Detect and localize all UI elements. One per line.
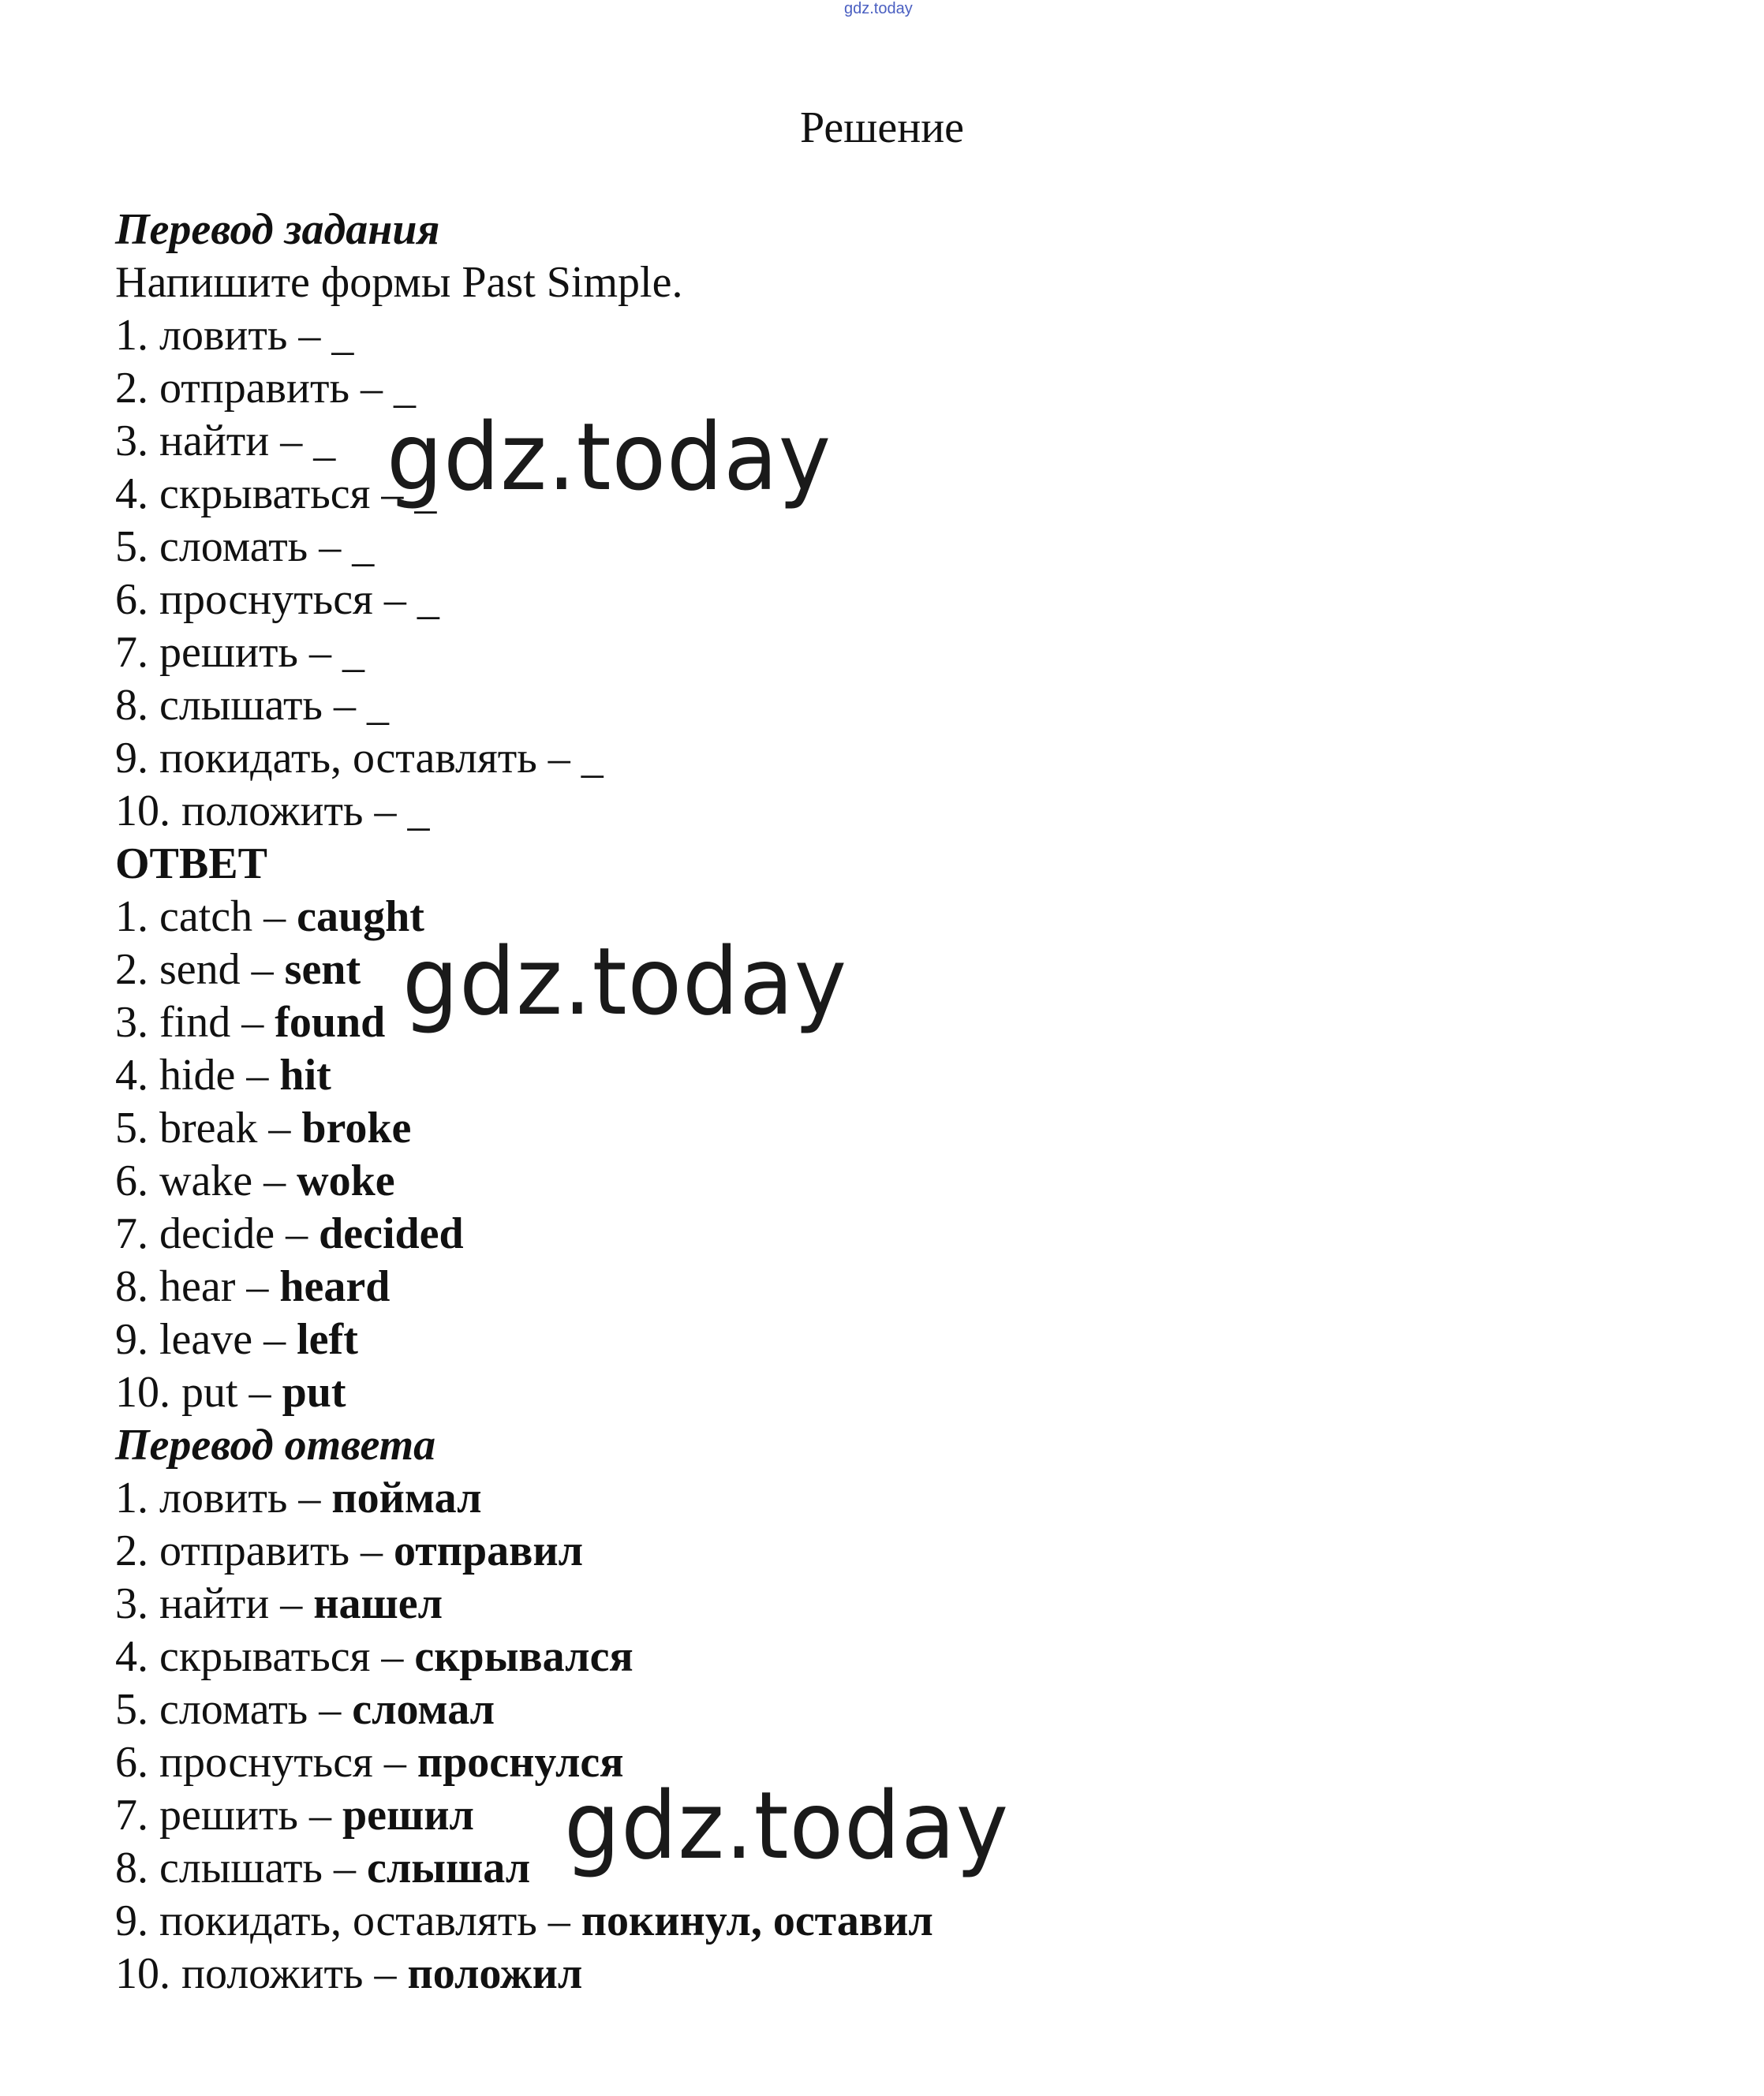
item-prompt: 8. hear – [115, 1262, 280, 1311]
item-prompt: 10. put – [115, 1368, 282, 1417]
list-item [115, 1102, 933, 1155]
item-answer: положил [407, 1949, 583, 1998]
item-prompt: 3. найти – [115, 1579, 314, 1628]
watermark: gdz.today [402, 927, 848, 1036]
list-item [115, 1948, 933, 2001]
item-prompt: 4. hide – [115, 1051, 280, 1100]
item-answer: поймал [331, 1474, 482, 1522]
list-item: 10. положить – _ [115, 786, 430, 835]
task-items-list [115, 309, 933, 838]
list-item [115, 1578, 933, 1631]
item-prompt: 5. break – [115, 1104, 302, 1153]
page-title: Решение [799, 103, 965, 152]
list-item: 1. ловить – _ [115, 311, 354, 360]
task-instruction: Напишите формы Past Simple. [115, 258, 683, 307]
item-prompt: 1. catch – [115, 892, 297, 941]
list-item: 4. скрываться – _ [115, 469, 437, 518]
item-answer: отправил [393, 1526, 584, 1575]
list-item [115, 1631, 933, 1683]
item-prompt: 7. решить – [115, 1791, 342, 1840]
item-answer: hit [279, 1051, 331, 1100]
list-item [115, 1683, 933, 1736]
list-item: 7. решить – _ [115, 628, 364, 677]
item-answer: left [297, 1315, 358, 1364]
item-prompt: 3. find – [115, 998, 275, 1047]
list-item [115, 1049, 933, 1102]
item-prompt: 6. wake – [115, 1156, 297, 1205]
item-answer: слышал [366, 1844, 531, 1892]
list-item [115, 1895, 933, 1948]
list-item: 9. покидать, оставлять – _ [115, 734, 604, 783]
item-answer: found [275, 998, 386, 1047]
list-item: 8. слышать – _ [115, 681, 389, 730]
list-item [115, 1155, 933, 1208]
item-prompt: 2. send – [115, 945, 285, 994]
list-item [115, 1472, 933, 1525]
item-answer: broke [301, 1104, 412, 1153]
item-answer: heard [279, 1262, 391, 1311]
item-answer: put [282, 1368, 346, 1417]
item-answer: решил [342, 1791, 474, 1840]
item-prompt: 8. слышать – [115, 1844, 367, 1892]
item-answer: сломал [352, 1685, 495, 1734]
answer-translation-heading: Перевод ответа [115, 1421, 436, 1470]
item-prompt: 1. ловить – [115, 1474, 332, 1522]
item-answer: скрывался [414, 1632, 633, 1681]
item-prompt: 10. положить – [115, 1949, 408, 1998]
item-prompt: 2. отправить – [115, 1526, 394, 1575]
item-prompt: 7. decide – [115, 1209, 320, 1258]
item-prompt: 6. проснуться – [115, 1738, 417, 1787]
item-answer: decided [319, 1209, 464, 1258]
list-item [115, 1313, 933, 1366]
list-item: 6. проснуться – _ [115, 575, 439, 624]
item-prompt: 5. сломать – [115, 1685, 353, 1734]
list-item: 5. сломать – _ [115, 522, 375, 571]
item-prompt: 9. leave – [115, 1315, 297, 1364]
item-answer: woke [297, 1156, 395, 1205]
top-site-mark: gdz.today [844, 0, 913, 17]
item-answer: нашел [313, 1579, 443, 1628]
item-answer: проснулся [417, 1738, 624, 1787]
item-answer: sent [284, 945, 361, 994]
item-answer: покинул, оставил [581, 1896, 933, 1945]
item-prompt: 9. покидать, оставлять – [115, 1896, 581, 1945]
list-item: 3. найти – _ [115, 417, 336, 465]
list-item [115, 1208, 933, 1261]
list-item [115, 1366, 933, 1419]
list-item: 2. отправить – _ [115, 364, 416, 413]
item-prompt: 4. скрываться – [115, 1632, 415, 1681]
answer-translation-items-list [115, 1472, 933, 2001]
task-translation-heading: Перевод задания [115, 205, 440, 254]
list-item [115, 1261, 933, 1313]
answer-heading: ОТВЕТ [115, 839, 267, 888]
watermark: gdz.today [564, 1771, 1010, 1880]
list-item [115, 1525, 933, 1578]
item-answer: caught [297, 892, 424, 941]
watermark: gdz.today [387, 402, 832, 511]
